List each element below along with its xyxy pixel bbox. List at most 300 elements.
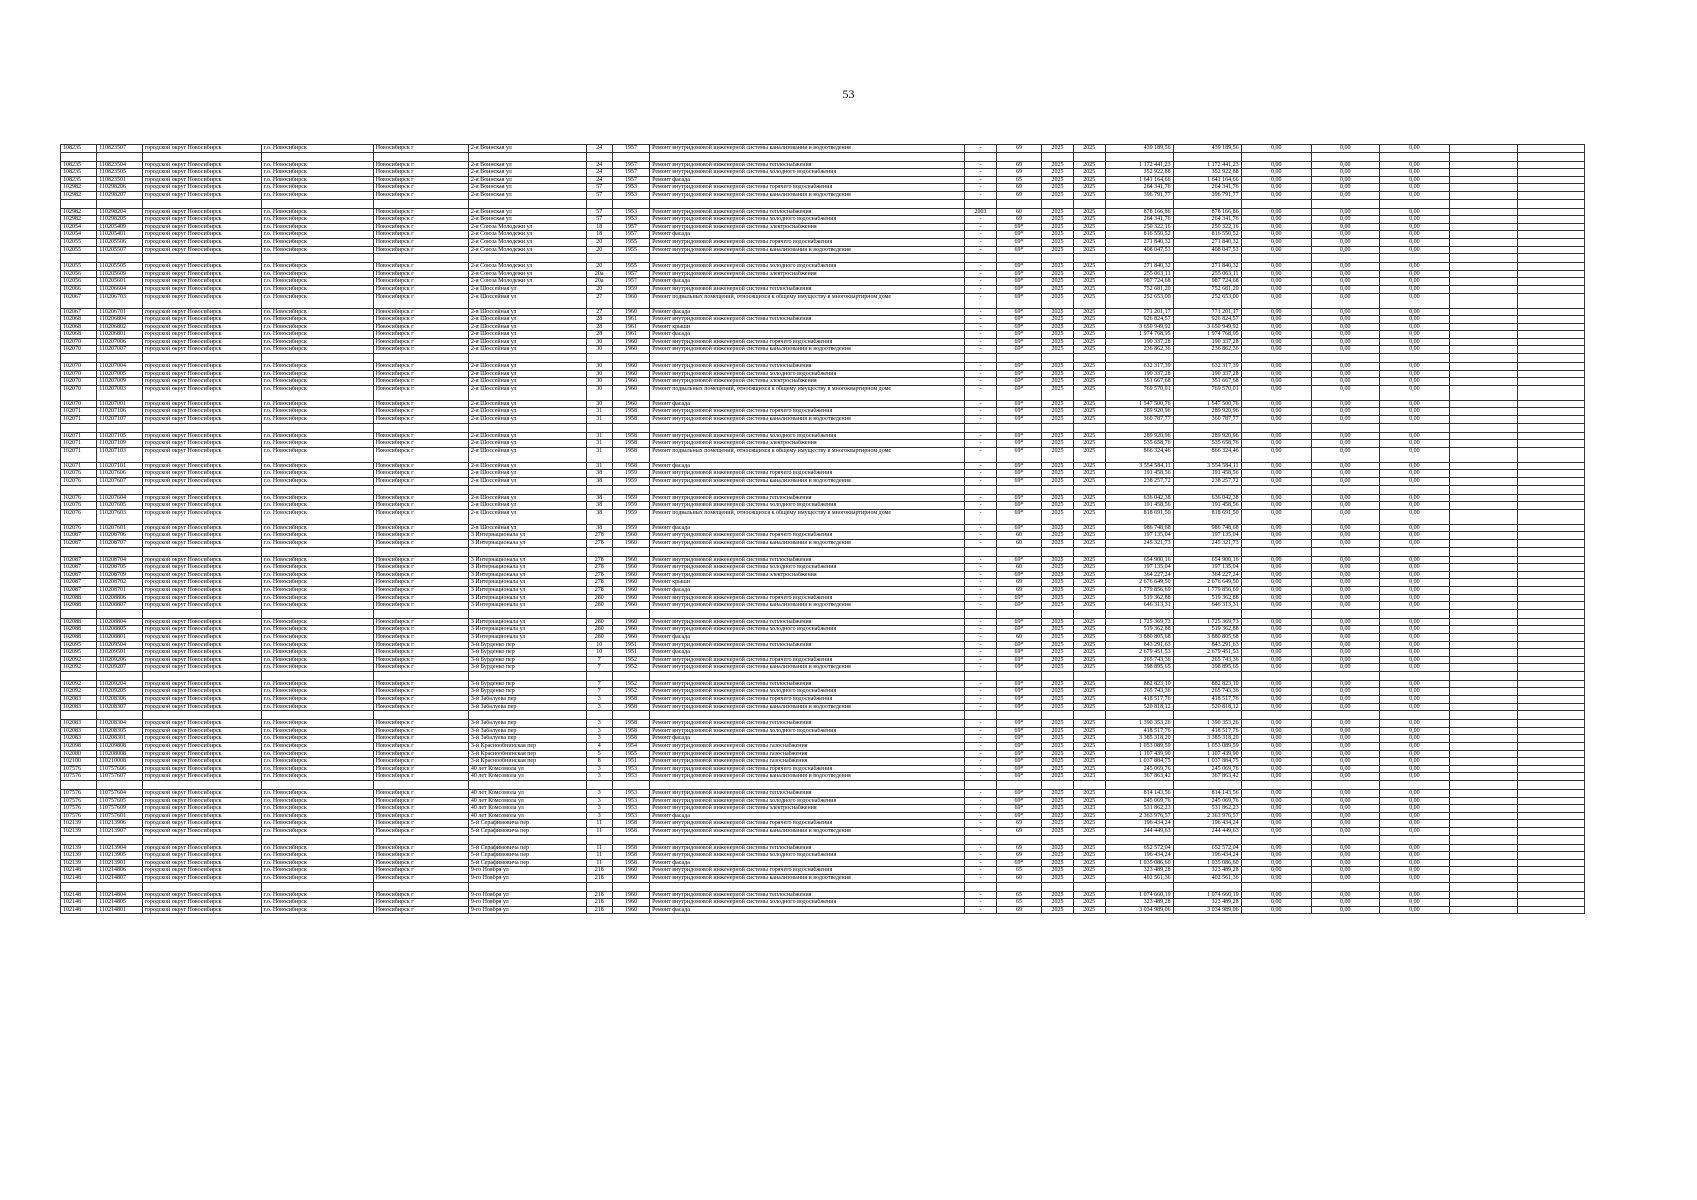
cell-fund-cost: 3 034 989,06 — [1173, 906, 1241, 914]
table-row — [61, 827, 1585, 835]
cell-house-id: 108235 — [61, 176, 97, 184]
cell-last-repair-year: - — [965, 812, 997, 820]
cell-municipality: г.о. Новосибирск — [261, 323, 373, 331]
cell-plan-end: 2025 — [1073, 626, 1105, 634]
cell-wear-percent: 69* — [996, 602, 1041, 610]
cell-street: 3-й Бурденко пер — [468, 688, 586, 696]
cell-okrug: городской округ Новосибирск — [142, 216, 261, 224]
cell-work-type: Ремонт внутридомовой инженерной системы теплоснабжения — [650, 494, 965, 502]
cell-total-cost: 360 787,77 — [1105, 416, 1173, 424]
cell-wear-percent: 69* — [996, 773, 1041, 781]
cell-house-id: 102982 — [61, 191, 97, 199]
cell-plan-start: 2025 — [1042, 696, 1074, 704]
separator-cell — [1105, 485, 1173, 494]
cell-plan-start: 2025 — [1042, 867, 1074, 875]
cell-okrug: городской округ Новосибирск — [142, 812, 261, 820]
cell-extra-col-2 — [1518, 293, 1585, 308]
cell-work-id: 110209504 — [97, 641, 142, 649]
cell-total-cost: 245 069,76 — [1105, 797, 1173, 805]
table-row — [61, 797, 1585, 805]
cell-wear-percent: 69* — [996, 743, 1041, 751]
cell-budget-regional: 0,00 — [1311, 246, 1379, 254]
cell-build-year: 1960 — [612, 338, 649, 346]
cell-house-number: 218 — [586, 899, 612, 907]
cell-budget-regional: 0,00 — [1311, 867, 1379, 875]
separator-cell — [996, 609, 1041, 618]
table-row — [61, 278, 1585, 286]
cell-fund-cost: 1 053 089,59 — [1173, 743, 1241, 751]
cell-extra-col-2 — [1518, 223, 1585, 231]
cell-budget-federal: 0,00 — [1241, 308, 1311, 316]
cell-locality: Новосибирск г — [373, 539, 468, 547]
cell-work-type: Ремонт внутридомовой инженерной системы теплоснабжения — [650, 208, 965, 216]
cell-street: 2-я Шоссейная ул — [468, 502, 586, 510]
cell-house-id: 102076 — [61, 509, 97, 524]
separator-cell — [1379, 781, 1449, 790]
cell-extra-col-1 — [1450, 216, 1518, 224]
table-row — [61, 649, 1585, 657]
cell-fund-cost: 519 362,88 — [1173, 594, 1241, 602]
cell-house-id: 102067 — [61, 308, 97, 316]
cell-fund-cost: 245 069,76 — [1173, 797, 1241, 805]
separator-cell — [996, 485, 1041, 494]
cell-house-number: 57 — [586, 184, 612, 192]
cell-okrug: городской округ Новосибирск — [142, 346, 261, 354]
cell-budget-regional: 0,00 — [1311, 323, 1379, 331]
cell-wear-percent: 69* — [996, 618, 1041, 626]
cell-budget-local: 0,00 — [1379, 899, 1449, 907]
cell-work-type: Ремонт внутридомовой инженерной системы электроснабжения — [650, 571, 965, 579]
cell-total-cost: 190 337,28 — [1105, 338, 1173, 346]
cell-house-id: 102095 — [61, 649, 97, 657]
cell-budget-regional: 0,00 — [1311, 758, 1379, 766]
cell-municipality: г.о. Новосибирск — [261, 539, 373, 547]
cell-plan-end: 2025 — [1073, 641, 1105, 649]
cell-street: 2-я Шоссейная ул — [468, 494, 586, 502]
cell-street: 3 Интернационала ул — [468, 602, 586, 610]
cell-last-repair-year: - — [965, 462, 997, 470]
cell-build-year: 1960 — [612, 633, 649, 641]
separator-cell — [996, 199, 1041, 208]
cell-house-number: 30 — [586, 400, 612, 408]
cell-house-id: 102055 — [61, 263, 97, 271]
cell-plan-end: 2025 — [1073, 293, 1105, 308]
cell-budget-regional: 0,00 — [1311, 564, 1379, 572]
cell-budget-federal: 0,00 — [1241, 859, 1311, 867]
cell-work-type: Ремонт внутридомовой инженерной системы канализования и водоотведения — [650, 773, 965, 781]
cell-budget-local: 0,00 — [1379, 285, 1449, 293]
cell-wear-percent: 69* — [996, 859, 1041, 867]
cell-work-id: 110207604 — [97, 494, 142, 502]
cell-extra-col-1 — [1450, 331, 1518, 339]
separator-cell — [1241, 485, 1311, 494]
cell-house-id: 107576 — [61, 765, 97, 773]
cell-locality: Новосибирск г — [373, 161, 468, 169]
cell-budget-federal: 0,00 — [1241, 285, 1311, 293]
cell-house-id: 102076 — [61, 470, 97, 478]
cell-last-repair-year: - — [965, 586, 997, 594]
cell-work-type: Ремонт внутридомовой инженерной системы холодного водоснабжения — [650, 370, 965, 378]
separator-cell — [142, 199, 261, 208]
cell-plan-start: 2025 — [1042, 470, 1074, 478]
cell-total-cost: 519 362,88 — [1105, 626, 1173, 634]
cell-plan-start: 2025 — [1042, 293, 1074, 308]
separator-cell — [1311, 485, 1379, 494]
cell-house-id: 102066 — [61, 285, 97, 293]
cell-locality: Новосибирск г — [373, 346, 468, 354]
cell-budget-local: 0,00 — [1379, 696, 1449, 704]
cell-municipality: г.о. Новосибирск — [261, 891, 373, 899]
cell-house-id: 102055 — [61, 238, 97, 246]
cell-budget-local: 0,00 — [1379, 797, 1449, 805]
cell-fund-cost: 769 570,01 — [1173, 385, 1241, 400]
cell-locality: Новосибирск г — [373, 891, 468, 899]
cell-work-id: 110208305 — [97, 727, 142, 735]
separator-cell — [373, 835, 468, 844]
cell-house-id: 102148 — [61, 899, 97, 907]
cell-plan-start: 2025 — [1042, 633, 1074, 641]
cell-work-type: Ремонт подвальных помещений, относящихся к общему имуществу в многоквартирном доме — [650, 509, 965, 524]
cell-work-type: Ремонт внутридомовой инженерной системы горячего водоснабжения — [650, 867, 965, 875]
cell-locality: Новосибирск г — [373, 246, 468, 254]
cell-okrug: городской округ Новосибирск — [142, 750, 261, 758]
cell-last-repair-year: - — [965, 478, 997, 486]
cell-house-number: 20а — [586, 270, 612, 278]
cell-fund-cost: 190 337,28 — [1173, 338, 1241, 346]
cell-last-repair-year: - — [965, 797, 997, 805]
cell-total-cost: 271 840,32 — [1105, 238, 1173, 246]
separator-cell — [1042, 609, 1074, 618]
cell-extra-col-2 — [1518, 231, 1585, 239]
cell-total-cost: 1 037 884,75 — [1105, 758, 1173, 766]
cell-plan-start: 2025 — [1042, 743, 1074, 751]
cell-work-type: Ремонт внутридомовой инженерной системы газоснабжения — [650, 743, 965, 751]
cell-work-id: 110205609 — [97, 270, 142, 278]
cell-build-year: 1953 — [612, 191, 649, 199]
table-row — [61, 696, 1585, 704]
cell-budget-local: 0,00 — [1379, 720, 1449, 728]
cell-total-cost: 752 681,20 — [1105, 285, 1173, 293]
separator-cell — [61, 671, 97, 680]
cell-municipality: г.о. Новосибирск — [261, 790, 373, 798]
cell-okrug: городской округ Новосибирск — [142, 703, 261, 711]
cell-okrug: городской округ Новосибирск — [142, 820, 261, 828]
cell-work-type: Ремонт фасада — [650, 735, 965, 743]
cell-budget-federal: 0,00 — [1241, 494, 1311, 502]
separator-cell — [1311, 354, 1379, 363]
cell-municipality: г.о. Новосибирск — [261, 680, 373, 688]
cell-budget-regional: 0,00 — [1311, 270, 1379, 278]
cell-build-year: 1958 — [612, 852, 649, 860]
cell-work-type: Ремонт внутридомовой инженерной системы теплоснабжения — [650, 641, 965, 649]
cell-budget-regional: 0,00 — [1311, 539, 1379, 547]
cell-work-type: Ремонт внутридомовой инженерной системы теплоснабжения — [650, 844, 965, 852]
cell-house-number: 28 — [586, 331, 612, 339]
cell-house-number: 280 — [586, 626, 612, 634]
cell-extra-col-2 — [1518, 906, 1585, 914]
separator-cell — [1379, 152, 1449, 161]
cell-budget-regional: 0,00 — [1311, 618, 1379, 626]
cell-plan-start: 2025 — [1042, 571, 1074, 579]
cell-extra-col-2 — [1518, 238, 1585, 246]
cell-street: 2-я Шоссейная ул — [468, 323, 586, 331]
cell-fund-cost: 255 063,11 — [1173, 270, 1241, 278]
cell-house-number: 3 — [586, 805, 612, 813]
cell-house-id: 107576 — [61, 773, 97, 781]
separator-cell — [1241, 711, 1311, 720]
cell-okrug: городской округ Новосибирск — [142, 773, 261, 781]
separator-cell — [1518, 152, 1585, 161]
cell-house-number: 7 — [586, 656, 612, 664]
cell-extra-col-1 — [1450, 735, 1518, 743]
cell-fund-cost: 535 658,76 — [1173, 440, 1241, 448]
cell-total-cost: 265 743,36 — [1105, 656, 1173, 664]
cell-total-cost: 196 434,24 — [1105, 820, 1173, 828]
cell-total-cost: 402 561,36 — [1105, 874, 1173, 882]
cell-last-repair-year: - — [965, 633, 997, 641]
cell-budget-regional: 0,00 — [1311, 400, 1379, 408]
cell-street: 9-го Ноября ул — [468, 899, 586, 907]
cell-extra-col-1 — [1450, 633, 1518, 641]
cell-work-id: 110823501 — [97, 176, 142, 184]
cell-last-repair-year: - — [965, 400, 997, 408]
cell-plan-end: 2025 — [1073, 316, 1105, 324]
cell-street: 3-й Забалуева пер — [468, 735, 586, 743]
cell-build-year: 1951 — [612, 758, 649, 766]
cell-build-year: 1953 — [612, 797, 649, 805]
cell-house-id: 102071 — [61, 462, 97, 470]
cell-okrug: городской округ Новосибирск — [142, 285, 261, 293]
table-row — [61, 432, 1585, 440]
cell-budget-regional: 0,00 — [1311, 773, 1379, 781]
cell-locality: Новосибирск г — [373, 400, 468, 408]
cell-street: 40 лет Комсомола ул — [468, 805, 586, 813]
cell-budget-federal: 0,00 — [1241, 633, 1311, 641]
cell-street: 2-я Воинская ул — [468, 208, 586, 216]
cell-plan-start: 2025 — [1042, 440, 1074, 448]
cell-work-type: Ремонт внутридомовой инженерной системы теплоснабжения — [650, 680, 965, 688]
cell-work-id: 110207005 — [97, 370, 142, 378]
cell-house-number: 20 — [586, 263, 612, 271]
separator-cell — [1241, 423, 1311, 432]
cell-plan-start: 2025 — [1042, 238, 1074, 246]
table-row — [61, 758, 1585, 766]
cell-work-id: 110209501 — [97, 649, 142, 657]
cell-total-cost: 245 321,73 — [1105, 539, 1173, 547]
cell-fund-cost: 1 779 856,69 — [1173, 586, 1241, 594]
cell-locality: Новосибирск г — [373, 564, 468, 572]
table-row — [61, 316, 1585, 324]
cell-wear-percent: 69* — [996, 400, 1041, 408]
cell-street: 3 Интернационала ул — [468, 618, 586, 626]
cell-work-type: Ремонт внутридомовой инженерной системы канализования и водоотведения — [650, 539, 965, 547]
cell-budget-local: 0,00 — [1379, 773, 1449, 781]
cell-plan-start: 2025 — [1042, 680, 1074, 688]
cell-plan-end: 2025 — [1073, 750, 1105, 758]
cell-extra-col-1 — [1450, 462, 1518, 470]
separator-cell — [1450, 354, 1518, 363]
cell-wear-percent: 69* — [996, 765, 1041, 773]
cell-okrug: городской округ Новосибирск — [142, 509, 261, 524]
cell-work-id: 110208707 — [97, 539, 142, 547]
cell-work-type: Ремонт внутридомовой инженерной системы теплоснабжения — [650, 556, 965, 564]
cell-wear-percent: 69* — [996, 641, 1041, 649]
separator-cell — [586, 547, 612, 556]
cell-fund-cost: 196 434,24 — [1173, 820, 1241, 828]
cell-municipality: г.о. Новосибирск — [261, 750, 373, 758]
cell-fund-cost: 519 362,88 — [1173, 626, 1241, 634]
cell-wear-percent: 69* — [996, 688, 1041, 696]
cell-budget-federal: 0,00 — [1241, 323, 1311, 331]
table-row — [61, 556, 1585, 564]
cell-fund-cost: 264 341,76 — [1173, 184, 1241, 192]
cell-house-id: 102148 — [61, 874, 97, 882]
cell-work-type: Ремонт внутридомовой инженерной системы канализования и водоотведения — [650, 664, 965, 672]
cell-fund-cost: 367 863,42 — [1173, 773, 1241, 781]
cell-municipality: г.о. Новосибирск — [261, 432, 373, 440]
cell-budget-federal: 0,00 — [1241, 509, 1311, 524]
cell-build-year: 1960 — [612, 556, 649, 564]
cell-house-number: 10 — [586, 641, 612, 649]
separator-cell — [373, 781, 468, 790]
separator-cell — [97, 609, 142, 618]
table-row — [61, 773, 1585, 781]
separator-cell — [965, 781, 997, 790]
cell-plan-end: 2025 — [1073, 571, 1105, 579]
cell-extra-col-1 — [1450, 378, 1518, 386]
cell-locality: Новосибирск г — [373, 656, 468, 664]
cell-plan-start: 2025 — [1042, 556, 1074, 564]
cell-house-number: 30 — [586, 370, 612, 378]
cell-locality: Новосибирск г — [373, 579, 468, 587]
cell-plan-start: 2025 — [1042, 447, 1074, 462]
cell-budget-regional: 0,00 — [1311, 899, 1379, 907]
cell-budget-federal: 0,00 — [1241, 270, 1311, 278]
cell-work-id: 110298205 — [97, 216, 142, 224]
cell-house-id: 102982 — [61, 216, 97, 224]
cell-budget-regional: 0,00 — [1311, 556, 1379, 564]
separator-cell — [1241, 199, 1311, 208]
cell-work-id: 110207101 — [97, 462, 142, 470]
cell-extra-col-2 — [1518, 827, 1585, 835]
cell-total-cost: 652 572,04 — [1105, 844, 1173, 852]
cell-fund-cost: 646 313,31 — [1173, 602, 1241, 610]
cell-okrug: городской округ Новосибирск — [142, 176, 261, 184]
cell-budget-local: 0,00 — [1379, 805, 1449, 813]
separator-cell — [1311, 609, 1379, 618]
cell-budget-regional: 0,00 — [1311, 308, 1379, 316]
cell-okrug: городской округ Новосибирск — [142, 278, 261, 286]
cell-budget-local: 0,00 — [1379, 641, 1449, 649]
cell-build-year: 1958 — [612, 408, 649, 416]
cell-plan-start: 2025 — [1042, 363, 1074, 371]
cell-street: 2-я Шоссейная ул — [468, 416, 586, 424]
separator-cell — [1105, 882, 1173, 891]
cell-work-type: Ремонт внутридомовой инженерной системы канализования и водоотведения — [650, 145, 965, 153]
cell-budget-federal: 0,00 — [1241, 703, 1311, 711]
cell-house-id: 102070 — [61, 378, 97, 386]
cell-street: 3-й Бурденко пер — [468, 656, 586, 664]
cell-budget-federal: 0,00 — [1241, 899, 1311, 907]
separator-cell — [373, 882, 468, 891]
cell-plan-start: 2025 — [1042, 176, 1074, 184]
cell-build-year: 1959 — [612, 285, 649, 293]
separator-cell — [1379, 485, 1449, 494]
cell-plan-start: 2025 — [1042, 323, 1074, 331]
cell-plan-start: 2025 — [1042, 859, 1074, 867]
group-separator-row — [61, 835, 1585, 844]
cell-fund-cost: 2 363 976,57 — [1173, 812, 1241, 820]
cell-locality: Новосибирск г — [373, 743, 468, 751]
cell-extra-col-1 — [1450, 641, 1518, 649]
cell-municipality: г.о. Новосибирск — [261, 338, 373, 346]
cell-municipality: г.о. Новосибирск — [261, 765, 373, 773]
cell-budget-regional: 0,00 — [1311, 161, 1379, 169]
cell-work-id: 110207607 — [97, 478, 142, 486]
cell-municipality: г.о. Новосибирск — [261, 346, 373, 354]
cell-house-number: 218 — [586, 891, 612, 899]
cell-wear-percent: 69* — [996, 664, 1041, 672]
cell-build-year: 1958 — [612, 416, 649, 424]
cell-locality: Новосибирск г — [373, 797, 468, 805]
cell-budget-federal: 0,00 — [1241, 532, 1311, 540]
cell-work-type: Ремонт подвальных помещений, относящихся к общему имуществу в многоквартирном доме — [650, 447, 965, 462]
cell-plan-end: 2025 — [1073, 773, 1105, 781]
cell-okrug: городской округ Новосибирск — [142, 263, 261, 271]
separator-cell — [1073, 354, 1105, 363]
cell-plan-end: 2025 — [1073, 246, 1105, 254]
cell-budget-federal: 0,00 — [1241, 758, 1311, 766]
cell-locality: Новосибирск г — [373, 363, 468, 371]
separator-cell — [261, 835, 373, 844]
cell-street: 2-я Шоссейная ул — [468, 509, 586, 524]
cell-work-id: 110208705 — [97, 564, 142, 572]
table-row — [61, 805, 1585, 813]
cell-extra-col-1 — [1450, 703, 1518, 711]
cell-locality: Новосибирск г — [373, 338, 468, 346]
cell-work-id: 110298206 — [97, 184, 142, 192]
cell-work-type: Ремонт внутридомовой инженерной системы канализования и водоотведения — [650, 191, 965, 199]
cell-fund-cost: 520 818,12 — [1173, 703, 1241, 711]
cell-extra-col-1 — [1450, 385, 1518, 400]
separator-cell — [965, 671, 997, 680]
cell-municipality: г.о. Новосибирск — [261, 176, 373, 184]
cell-locality: Новосибирск г — [373, 727, 468, 735]
cell-budget-regional: 0,00 — [1311, 293, 1379, 308]
cell-plan-end: 2025 — [1073, 502, 1105, 510]
separator-cell — [1173, 609, 1241, 618]
cell-fund-cost: 771 201,17 — [1173, 308, 1241, 316]
separator-cell — [1379, 423, 1449, 432]
cell-municipality: г.о. Новосибирск — [261, 532, 373, 540]
separator-cell — [1173, 781, 1241, 790]
cell-locality: Новосибирск г — [373, 859, 468, 867]
cell-locality: Новосибирск г — [373, 626, 468, 634]
separator-cell — [1073, 254, 1105, 263]
table-row — [61, 859, 1585, 867]
cell-work-type: Ремонт фасада — [650, 462, 965, 470]
cell-budget-local: 0,00 — [1379, 323, 1449, 331]
cell-locality: Новосибирск г — [373, 867, 468, 875]
cell-municipality: г.о. Новосибирск — [261, 161, 373, 169]
cell-fund-cost: 818 691,50 — [1173, 509, 1241, 524]
separator-cell — [468, 547, 586, 556]
cell-extra-col-2 — [1518, 664, 1585, 672]
cell-budget-regional: 0,00 — [1311, 462, 1379, 470]
cell-fund-cost: 816 550,52 — [1173, 231, 1241, 239]
cell-total-cost: 197 135,04 — [1105, 564, 1173, 572]
cell-last-repair-year: - — [965, 270, 997, 278]
